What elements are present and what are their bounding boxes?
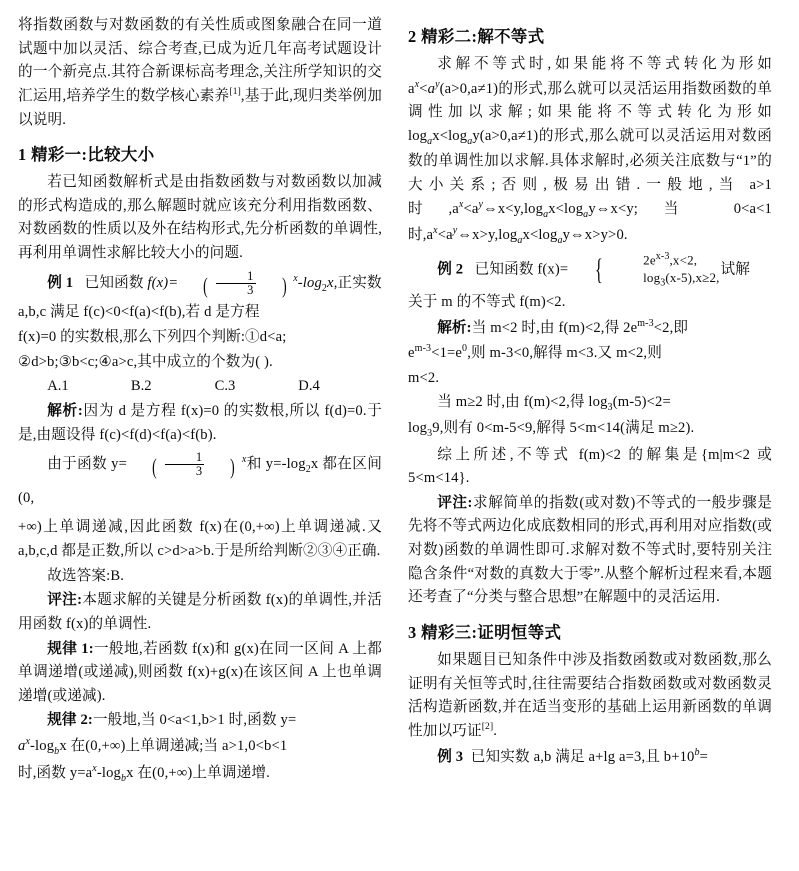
solution-2-text-b: <2,即 bbox=[653, 319, 689, 336]
s3-text: 如果题目已知条件中涉及指数函数或对数函数,那么证明有关恒等式时,往往需要结合指数函数或对数函数灵活构造新函数,并在适当变形的基础上运用新函数的单调性加以巧证 bbox=[408, 651, 772, 739]
rule-2-line-2 bbox=[18, 734, 382, 760]
example-3 bbox=[408, 745, 772, 770]
example-2-lead: 已知函数 f(x)= bbox=[474, 261, 569, 278]
comment-1-text: 本题求解的关键是分析函数 f(x)的单调性,并活用函数 f(x)的单调性. bbox=[18, 592, 382, 632]
intro-text-a: 将指数函数与对数函数的有关性质或图象融合在同一道试题中加以灵活、综合考查,已成为近几年高考试题设计的一个新亮点.其符合新课标高考理念,关注所学知识的交汇运用,培养学生的数学核心素养 bbox=[18, 17, 382, 104]
s2-base-a: a bbox=[427, 80, 436, 97]
choice-c[interactable]: C.3 bbox=[214, 378, 236, 395]
s2-text-h: ⇔x<y,log bbox=[483, 201, 544, 218]
example-1-tail: ,正实数 bbox=[333, 274, 382, 291]
comment-2 bbox=[408, 492, 772, 610]
s2-text-i: x<log bbox=[548, 201, 584, 218]
s2-text-g: <a bbox=[463, 201, 479, 218]
choice-d[interactable]: D.4 bbox=[298, 378, 320, 395]
solution-2-log: log bbox=[408, 420, 428, 437]
right-paren-icon: ) bbox=[281, 272, 287, 298]
log-base-a: a bbox=[583, 208, 589, 220]
s2-text-n: y⇔x>y>0. bbox=[562, 226, 628, 243]
rule-2-text-d: x 在(0,+∞)上单调递减;当 a>1,0<b<1 bbox=[59, 737, 288, 754]
example-3-label: 例 3 bbox=[437, 748, 464, 765]
log-base-a: a bbox=[517, 234, 523, 246]
solution-1-fn-mid: 和 y=-log bbox=[246, 456, 306, 473]
section-3-title: 3 精彩三:证明恒等式 bbox=[408, 622, 562, 642]
exponent-y: y bbox=[435, 78, 440, 90]
log-base-3: 3 bbox=[607, 402, 613, 414]
example-2-label: 例 2 bbox=[437, 261, 464, 278]
solution-2-conclusion: 综上所述,不等式 f(m)<2 的解集是{m|m<2 或 5<m<14}. bbox=[408, 446, 772, 487]
example-1-line-4: ②d>b;③b<c;④a>c,其中成立的个数为( ). bbox=[18, 353, 273, 370]
log-base-a: a bbox=[467, 135, 473, 147]
example-1 bbox=[18, 267, 382, 301]
exponent-x: x bbox=[25, 736, 31, 748]
log-base-2: 2 bbox=[321, 282, 328, 294]
choice-b[interactable]: B.2 bbox=[130, 378, 152, 395]
exponent-m-minus-3: m-3 bbox=[414, 343, 432, 355]
example-1-lead: 已知函数 bbox=[84, 274, 144, 291]
solution-1-monotonic bbox=[18, 448, 382, 515]
section-3-paragraph bbox=[408, 649, 772, 744]
exponent-x: x bbox=[458, 199, 464, 211]
solution-label: 解析: bbox=[47, 402, 83, 419]
rule-2-base: a bbox=[18, 737, 26, 754]
piecewise-case-2: $\log_3(x-5),x\ge 2$, bbox=[643, 269, 720, 289]
rule-2-line-3 bbox=[18, 761, 382, 787]
solution-2-line-2 bbox=[408, 341, 772, 366]
log-base-b: b bbox=[54, 745, 60, 757]
left-brace-icon: { bbox=[595, 253, 604, 287]
solution-1 bbox=[18, 400, 382, 447]
s2-lt-1: < bbox=[419, 80, 428, 97]
minus-log: -log bbox=[297, 274, 322, 291]
s2-text-l: ⇔x>y,log bbox=[457, 226, 518, 243]
exponent-x: x bbox=[92, 763, 97, 775]
log-base-3: 3 bbox=[427, 428, 433, 440]
solution-1-continued: +∞)上单调递减,因此函数 f(x)在(0,+∞)上单调递减.又 a,b,c,d 都是正数,所以 c>d>a>b.于是所给判断②③④正确. bbox=[18, 519, 382, 559]
example-2 bbox=[408, 250, 772, 290]
example-3-text-a: 已知实数 a,b 满足 a+lg a=3,且 b+10 bbox=[470, 748, 695, 765]
solution-2-line-5 bbox=[408, 417, 772, 442]
log-base-b: b bbox=[121, 772, 127, 784]
right-column bbox=[408, 14, 772, 865]
left-paren-icon: ( bbox=[152, 454, 157, 480]
exponent-y: y bbox=[452, 225, 458, 237]
piecewise-rows bbox=[613, 250, 720, 290]
s2-text-f: y(a>0,a≠1)的形式,那么就可以灵活运用对数函数的单调性加以求解.具体求解时,必须关注底数与“1”的大小关系;否则,极易出错.一般地,当 a>1 时,a bbox=[408, 127, 772, 218]
rule-2-text-f: -log bbox=[96, 764, 121, 781]
fraction-one-third: $\frac{1}{3}$ bbox=[216, 270, 256, 297]
left-paren-icon: ( bbox=[203, 272, 208, 298]
log-base-a: a bbox=[557, 234, 563, 246]
s3-reference: [2] bbox=[481, 722, 494, 733]
example-3-text-b: = bbox=[699, 748, 709, 765]
rule-2-minus-log: -log bbox=[30, 737, 55, 754]
left-column bbox=[18, 14, 382, 865]
rule-2-label: 规律 2: bbox=[47, 712, 93, 729]
example-1-line-3: f(x)=0 的实数根,那么下列四个判断:①d<a; bbox=[18, 328, 287, 345]
rule-2-text-a: 一般地,当 0<a<1,b>1 时,函数 y= bbox=[92, 712, 297, 729]
comment-1 bbox=[18, 589, 382, 636]
rule-2 bbox=[18, 709, 382, 733]
rule-2-text-e: 时,函数 y=a bbox=[18, 764, 93, 781]
solution-2-text-d: ,则 m-3<0,解得 m<3.又 m<2,则 bbox=[467, 345, 662, 362]
intro-reference: [1] bbox=[229, 87, 241, 98]
solution-2-e: e bbox=[408, 345, 415, 362]
piecewise-function bbox=[569, 250, 719, 290]
solution-2-text-e: 当 m≥2 时,由 f(m)<2,得 log bbox=[437, 394, 608, 411]
solution-2-line-1 bbox=[408, 316, 772, 341]
section-2-paragraph bbox=[408, 53, 772, 249]
solution-2-line-4 bbox=[408, 391, 772, 416]
section-2-title: 2 精彩二:解不等式 bbox=[408, 27, 545, 46]
rule-1 bbox=[18, 638, 382, 709]
exponent-x: x bbox=[241, 454, 247, 466]
exponent-x: x bbox=[414, 78, 420, 90]
s3-period: . bbox=[493, 722, 498, 739]
s2-text-d: (a>0,a≠1)的形式,那么就可以灵活运用指数函数的单调性加以求解;如果能将不等式转化为形如 log bbox=[408, 80, 772, 144]
exponent-m-minus-3: m-3 bbox=[637, 317, 654, 329]
example-2-tail: 试解 bbox=[720, 261, 751, 278]
section-1-title: 1 精彩一:比较大小 bbox=[18, 145, 155, 165]
s2-text-j: y⇔x<y;当 0<a<1 时,a bbox=[408, 201, 773, 243]
example-1-fx: f(x)= bbox=[147, 274, 179, 291]
section-1-paragraph: 若已知函数解析式是由指数函数与对数函数以加减的形式构造成的,那么解题时就应该充分利用指数函数、对数函数的性质以及外在结构形式,先分析函数的单调性,再利用单调性求解比较大小的问题. bbox=[18, 174, 382, 262]
intro-text-b: ,基于此,现归类举例加以说明. bbox=[18, 87, 382, 128]
example-1-line-2: a,b,c 满足 f(c)<0<f(a)<f(b),若 d 是方程 bbox=[18, 304, 260, 321]
solution-2-text-f: (m-5)<2= bbox=[612, 394, 671, 411]
choice-a[interactable]: A.1 bbox=[47, 378, 69, 395]
solution-2-line-3: m<2. bbox=[408, 369, 440, 386]
piecewise-case-1: $2e^{x-3},x<2$, bbox=[643, 251, 698, 268]
example-1-label: 例 1 bbox=[47, 274, 74, 291]
exponent-x: x bbox=[433, 225, 438, 237]
solution-2-label: 解析: bbox=[437, 319, 472, 336]
exponent-b: b bbox=[694, 746, 700, 758]
log-base-a: a bbox=[543, 208, 549, 220]
comment-2-text: 求解简单的指数(或对数)不等式的一般步骤是先将不等式两边化成底数相同的形式,再利用对应指数(或对数)函数的单调性即可.求解对数不等式时,要特别关注隐含条件“对数的真数大于零”.从整个解析过程来看,本题还考查了“分类与整合思想”在解题中的灵活运用. bbox=[408, 494, 773, 606]
answer-line: 故选答案:B. bbox=[47, 567, 125, 584]
log-base-2: 2 bbox=[305, 464, 311, 476]
s2-text-k: <a bbox=[437, 226, 453, 243]
s2-text-a: 求解不等式时,如果能将不等式转化为形如 a bbox=[408, 56, 772, 97]
exponent-x: x bbox=[293, 272, 298, 284]
exponent-y: y bbox=[478, 199, 484, 211]
s2-text-m: x<log bbox=[522, 226, 558, 243]
solution-1-text: 因为 d 是方程 f(x)=0 的实数根,所以 f(d)=0.于是,由题设得 f(c)<f(d)<f(a)<f(b). bbox=[18, 402, 382, 443]
log-arg-x: x bbox=[327, 274, 334, 291]
right-paren-icon: ) bbox=[230, 454, 235, 480]
solution-2-text-g: 9,则有 0<m-5<9,解得 5<m<14(满足 m≥2). bbox=[432, 420, 695, 437]
intro-paragraph bbox=[18, 14, 382, 132]
rule-1-label: 规律 1: bbox=[47, 640, 94, 657]
answer-choices bbox=[18, 375, 382, 399]
solution-1-fn-lead: 由于函数 y= bbox=[47, 456, 127, 473]
rule-1-text: 一般地,若函数 f(x)和 g(x)在同一区间 A 上都单调递增(或递减),则函数 f(x)+g(x)在该区间 A 上也单调递增(或递减). bbox=[18, 640, 382, 704]
comment-label: 评注: bbox=[47, 592, 83, 609]
example-2-line-2: 关于 m 的不等式 f(m)<2. bbox=[408, 294, 566, 311]
solution-2-text-c: <1=e bbox=[431, 345, 463, 362]
solution-2-text-a: 当 m<2 时,由 f(m)<2,得 2e bbox=[471, 319, 638, 336]
solution-1-fn-tail: x 都在区间(0, bbox=[18, 456, 382, 506]
log-base-a: a bbox=[427, 135, 433, 147]
comment-2-label: 评注: bbox=[437, 494, 473, 511]
rule-2-text-g: x 在(0,+∞)上单调递增. bbox=[126, 764, 270, 781]
exponent-zero: 0 bbox=[462, 343, 468, 355]
s2-text-e: x<log bbox=[432, 127, 468, 144]
fraction-one-third: $\frac{1}{3}$ bbox=[165, 451, 205, 478]
